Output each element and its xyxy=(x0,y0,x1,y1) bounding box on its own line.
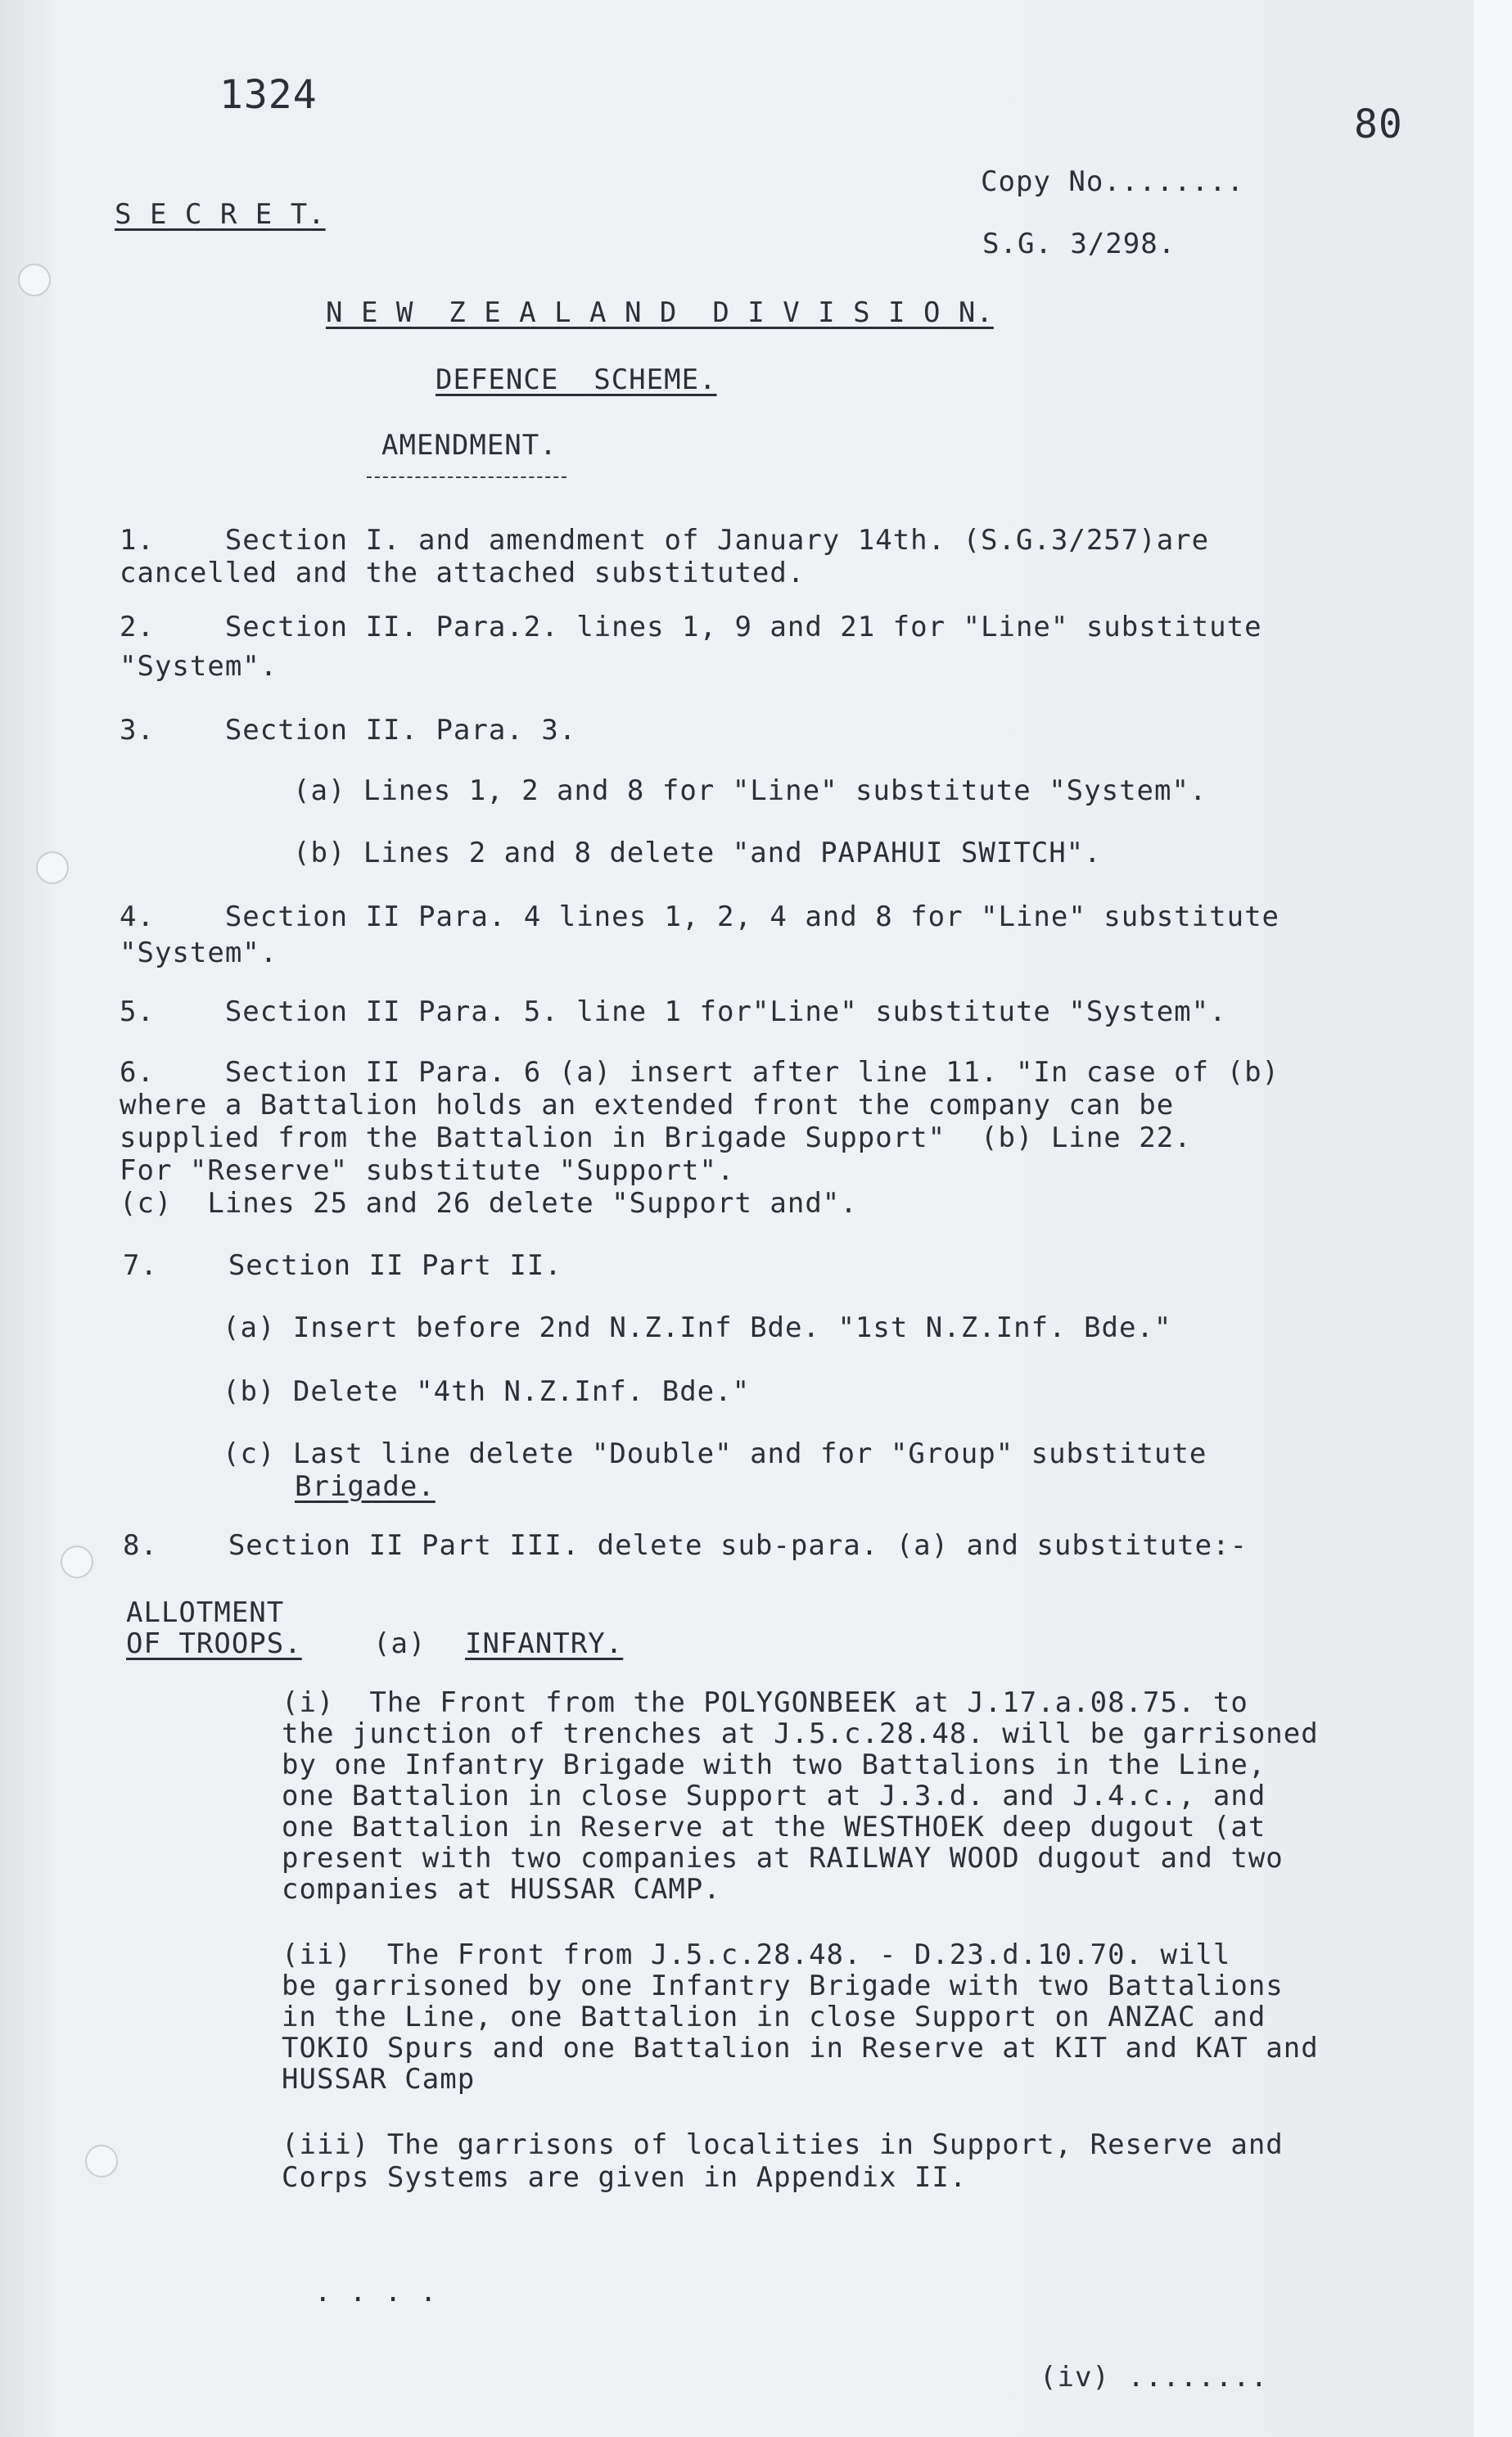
para-3a: (a) Lines 1, 2 and 8 for "Line" substitute "System". xyxy=(293,774,1207,807)
classification: S E C R E T. xyxy=(115,198,326,231)
title-rule xyxy=(367,476,566,478)
punch-hole xyxy=(85,2145,118,2178)
para-1-line: 1. Section I. and amendment of January 14th. (S.G.3/257)are xyxy=(120,524,1210,557)
para-7a: (a) Insert before 2nd N.Z.Inf Bde. "1st N.Z.Inf. Bde." xyxy=(223,1311,1172,1344)
para-6-line: where a Battalion holds an extended front the company can be xyxy=(120,1089,1175,1121)
para-4-line: "System". xyxy=(120,936,278,969)
subpara-i-line: one Battalion in Reserve at the WESTHOEK deep dugout (at xyxy=(282,1811,1266,1844)
subpara-ii-line: in the Line, one Battalion in close Support on ANZAC and xyxy=(282,2001,1266,2033)
para-2-line: 2. Section II. Para.2. lines 1, 9 and 21 for "Line" substitute xyxy=(120,611,1262,643)
subpara-iii-line: Corps Systems are given in Appendix II. xyxy=(282,2161,968,2194)
document-number: 1324 xyxy=(219,72,318,118)
para-6-line: For "Reserve" substitute "Support". xyxy=(120,1154,735,1187)
para-7: 7. Section II Part II. xyxy=(123,1249,562,1282)
subpara-i-line: one Battalion in close Support at J.3.d. and J.4.c., and xyxy=(282,1780,1266,1812)
para-5: 5. Section II Para. 5. line 1 for"Line" substitute "System". xyxy=(120,995,1227,1028)
para-3b: (b) Lines 2 and 8 delete "and PAPAHUI SWITCH". xyxy=(293,837,1102,869)
para-6-line: supplied from the Battalion in Brigade Support" (b) Line 22. xyxy=(120,1121,1192,1154)
allotment-label: OF TROOPS. xyxy=(126,1627,302,1660)
infantry-heading: INFANTRY. xyxy=(465,1627,624,1660)
para-6-line: 6. Section II Para. 6 (a) insert after line 11. "In case of (b) xyxy=(120,1056,1280,1089)
reference-number: S.G. 3/298. xyxy=(982,228,1176,260)
subpara-i-line: present with two companies at RAILWAY WOOD dugout and two xyxy=(282,1842,1284,1875)
para-8: 8. Section II Part III. delete sub-para. (a) and substitute:- xyxy=(123,1529,1248,1562)
subpara-ii-line: TOKIO Spurs and one Battalion in Reserve at KIT and KAT and xyxy=(282,2032,1319,2065)
subpara-ii-line: HUSSAR Camp xyxy=(282,2063,476,2096)
punch-hole xyxy=(36,851,69,884)
subpara-i-line: (i) The Front from the POLYGONBEEK at J.17.a.08.75. to xyxy=(282,1686,1248,1719)
subpara-i-line: the junction of trenches at J.5.c.28.48. will be garrisoned xyxy=(282,1717,1319,1750)
para-7c-line: (c) Last line delete "Double" and for "Group" substitute xyxy=(223,1437,1207,1470)
para-3: 3. Section II. Para. 3. xyxy=(120,714,577,747)
footer-dots: . . . . xyxy=(314,2276,438,2308)
punch-hole xyxy=(18,264,51,296)
para-4-line: 4. Section II Para. 4 lines 1, 2, 4 and 8 for "Line" substitute xyxy=(120,900,1280,933)
subpara-ii-line: be garrisoned by one Infantry Brigade with two Battalions xyxy=(282,1970,1284,2002)
subpara-i-line: companies at HUSSAR CAMP. xyxy=(282,1873,721,1906)
para-2-line: "System". xyxy=(120,650,278,683)
page-number: 80 xyxy=(1354,102,1403,147)
para-7c-line: Brigade. xyxy=(295,1470,436,1503)
continuation-marker: (iv) ........ xyxy=(1040,2361,1269,2394)
para-6-line: (c) Lines 25 and 26 delete "Support and". xyxy=(120,1187,858,1220)
subpara-ii-line: (ii) The Front from J.5.c.28.48. - D.23.d.10.70. will xyxy=(282,1938,1231,1971)
division-title: N E W Z E A L A N D D I V I S I O N. xyxy=(326,296,994,329)
copy-number: Copy No........ xyxy=(981,165,1245,198)
scheme-title: DEFENCE SCHEME. xyxy=(436,363,717,396)
subpara-iii-line: (iii) The garrisons of localities in Support, Reserve and xyxy=(282,2128,1284,2161)
allotment-label: ALLOTMENT xyxy=(126,1596,285,1629)
punch-hole xyxy=(61,1546,93,1578)
infantry-prefix: (a) xyxy=(373,1627,427,1660)
amendment-title: AMENDMENT. xyxy=(381,429,557,462)
subpara-i-line: by one Infantry Brigade with two Battalions in the Line, xyxy=(282,1749,1266,1781)
para-1-line: cancelled and the attached substituted. xyxy=(120,557,806,589)
page-edge xyxy=(1474,0,1512,2437)
para-7b: (b) Delete "4th N.Z.Inf. Bde." xyxy=(223,1375,751,1408)
